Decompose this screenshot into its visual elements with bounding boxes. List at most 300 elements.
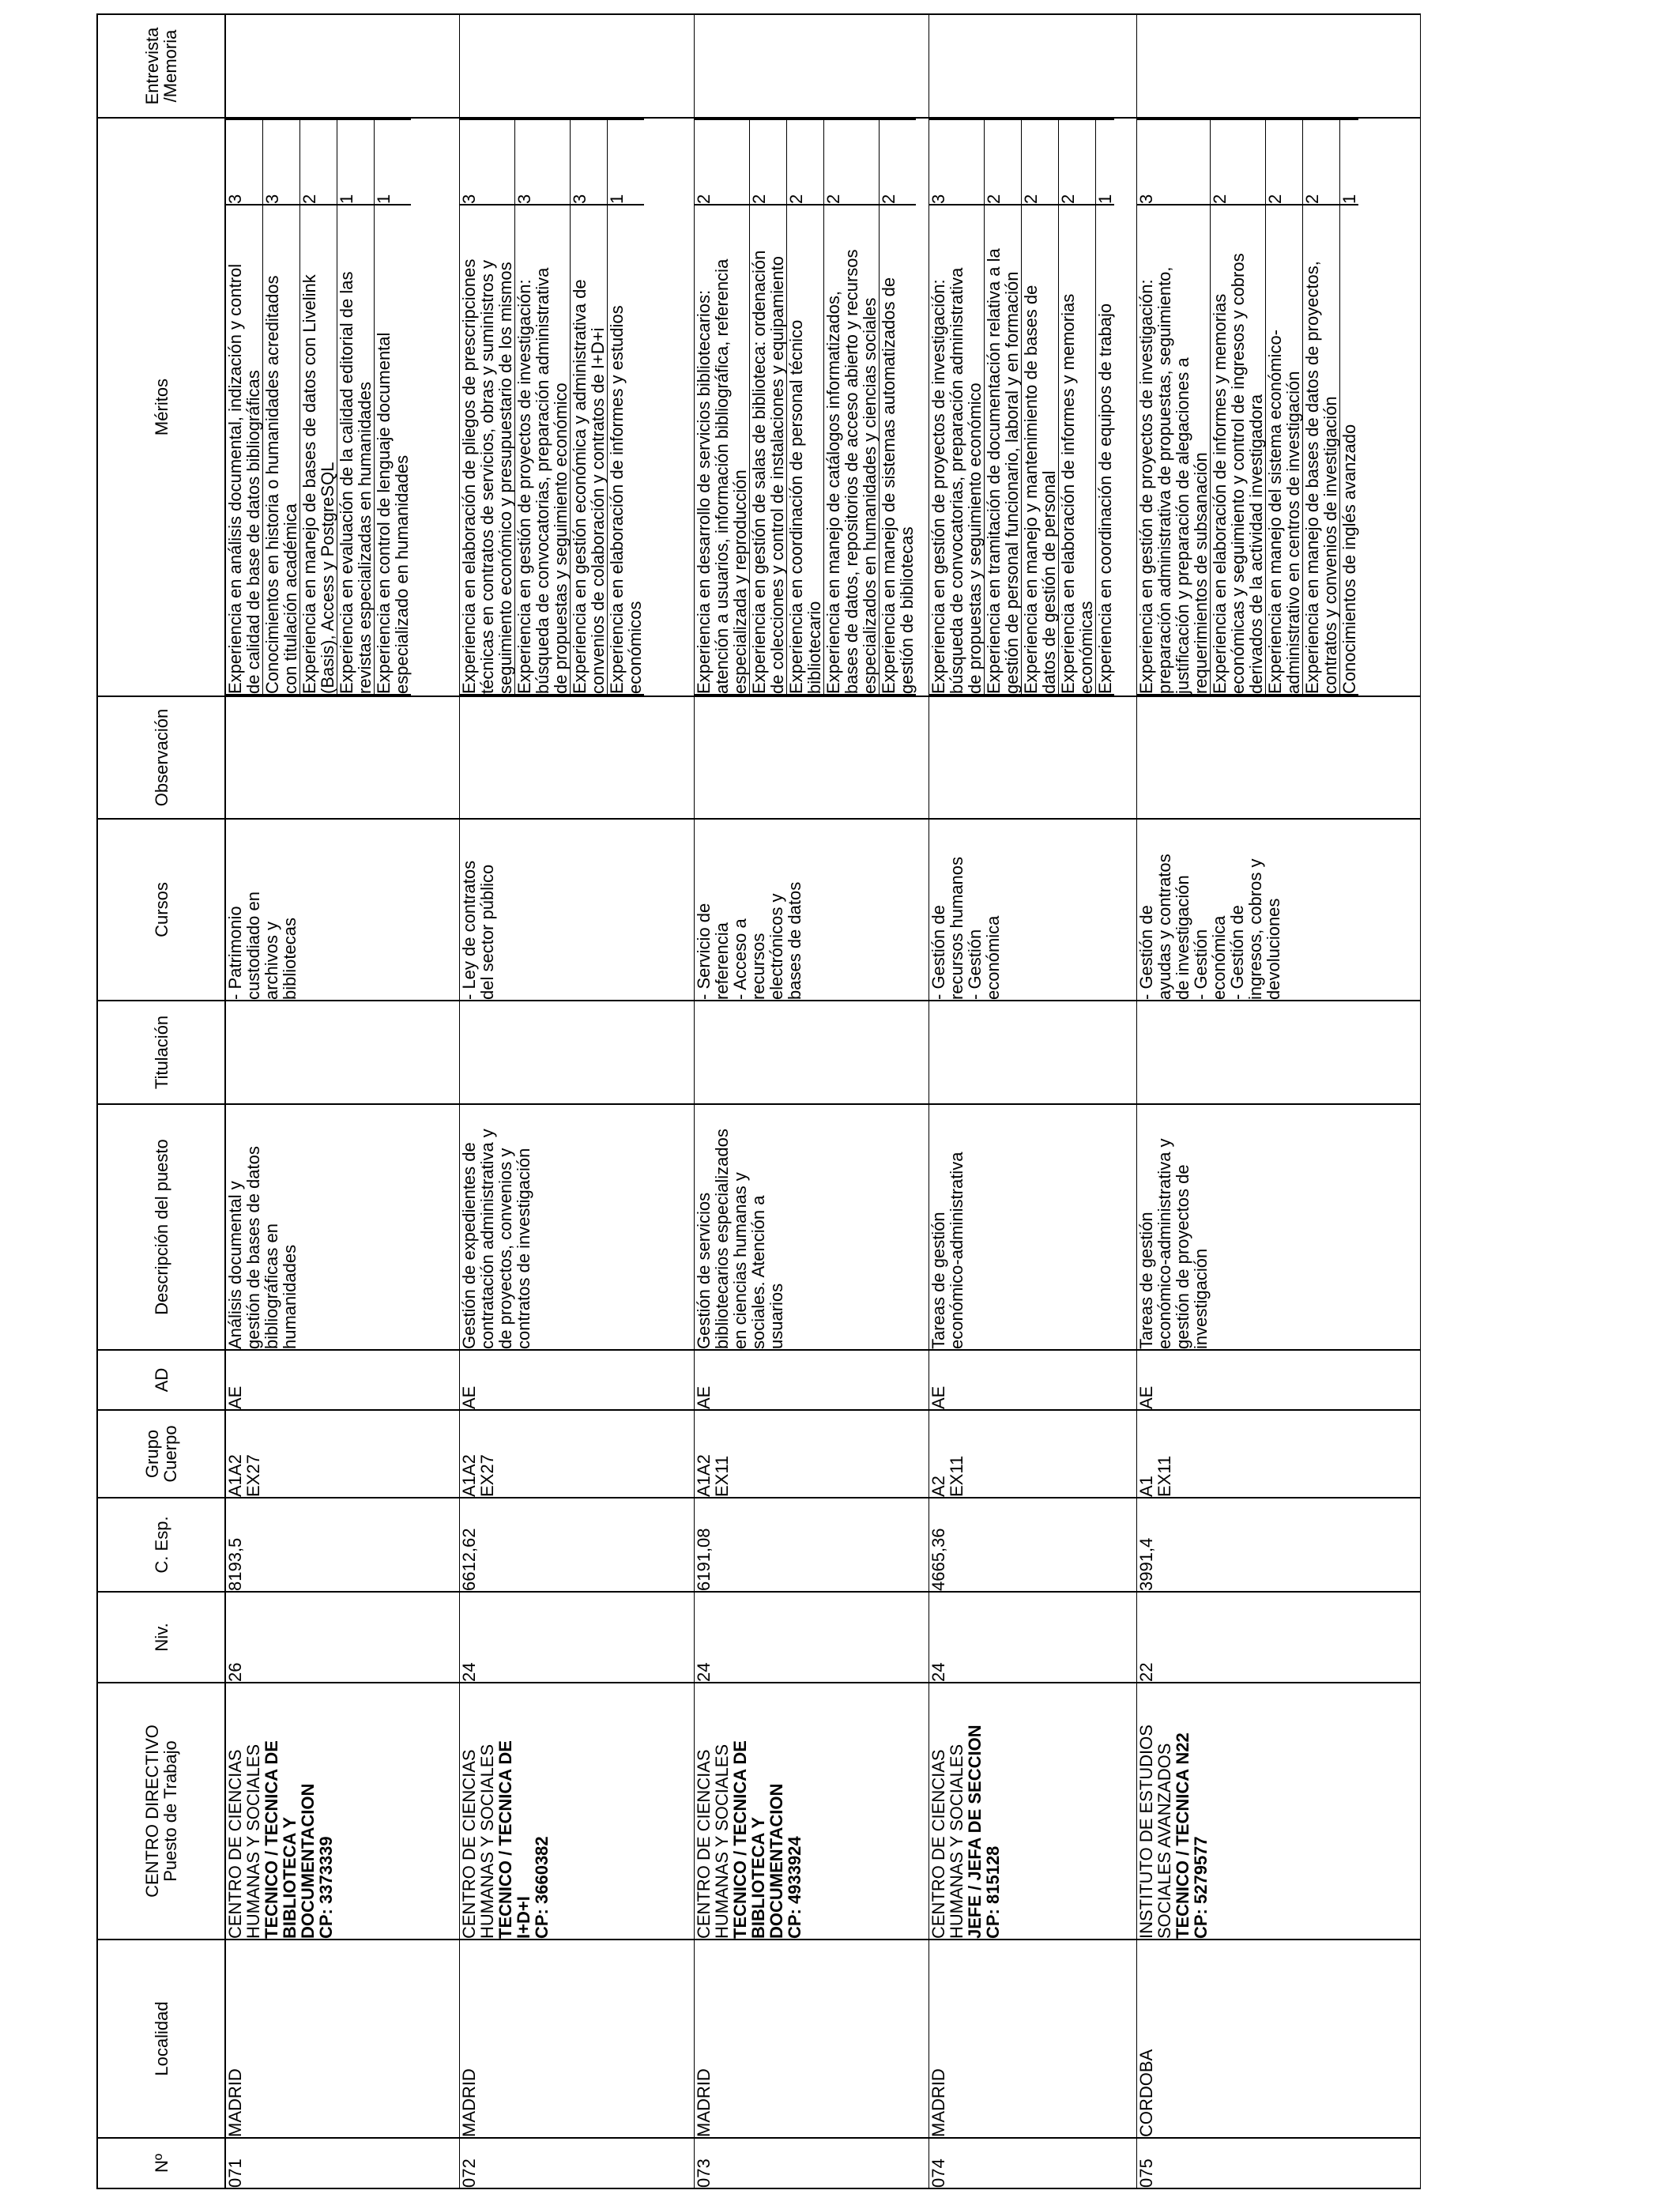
cell-niv (694, 1592, 929, 1683)
merito-text (514, 205, 570, 695)
cell-titulacion (1136, 1001, 1420, 1104)
puesto-line: TECNICO / TECNICA DE (729, 1740, 750, 1939)
merito-line: requerimientos de subsanación (1190, 452, 1211, 694)
cell-niv (1136, 1592, 1420, 1683)
header-meritos: Méritos (97, 118, 225, 696)
cell-cursos (694, 819, 929, 1001)
cell-n (1136, 2138, 1420, 2188)
merito-text (1058, 205, 1095, 695)
merito-line: (Basis), Access y PostgreSQL (318, 462, 337, 694)
header-centro: CENTRO DIRECTIVO (142, 1725, 162, 1898)
table-row (694, 14, 929, 2188)
cell-ad (225, 1350, 459, 1410)
header-entrevista: Entrevista (142, 27, 162, 105)
merito-text (226, 205, 263, 695)
descripcion-line: económico-administrativa y (1154, 1138, 1174, 1349)
cell-descripcion (225, 1104, 459, 1350)
localidad-text: CORDOBA (1136, 2049, 1156, 2137)
cell-titulacion (225, 1001, 459, 1104)
row-number: 075 (1136, 2158, 1156, 2188)
merito-points: 2 (879, 119, 916, 205)
cell-cesp (1136, 1498, 1420, 1592)
merito-line: Experiencia en elaboración de informes y estudios (606, 305, 627, 694)
merito-points: 2 (300, 119, 337, 205)
merito-line: especializada y reproducción (729, 469, 750, 694)
merito-line: contratos y convenios de investigación (1320, 396, 1340, 694)
merito-points: 1 (375, 119, 412, 205)
merito-item (749, 119, 786, 695)
cesp-text: 8193,5 (225, 1537, 245, 1591)
merito-line: Experiencia en manejo y mantenimiento de bases de (1020, 285, 1041, 694)
cell-n (929, 2138, 1136, 2188)
cursos-line: recursos humanos (946, 857, 966, 1000)
descripcion-line: gestión de bases de datos (243, 1146, 263, 1349)
descripcion-line: humanidades (280, 1244, 299, 1349)
cell-cesp (459, 1498, 694, 1592)
merito-line: Experiencia en gestión de proyectos de investigación: (514, 279, 534, 694)
puesto-line: BIBLIOTECA Y (748, 1816, 768, 1939)
merito-text (695, 205, 750, 695)
merito-item (514, 119, 570, 695)
header-puesto: Puesto de Trabajo (160, 1740, 180, 1882)
cesp-text: 3991,4 (1136, 1537, 1156, 1591)
merito-line: datos de gestión de personal (1038, 470, 1059, 694)
cursos-line: económica (1208, 915, 1229, 1000)
merito-line: atención a usuarios, información bibliográfica, referencia (711, 258, 732, 694)
merito-item (1339, 119, 1358, 695)
localidad-text: MADRID (225, 2068, 245, 2137)
merito-line: búsqueda de convocatorias, preparación administrativa (946, 267, 966, 694)
cell-localidad (1136, 1940, 1420, 2138)
header-cesp: C. Esp. (97, 1498, 225, 1592)
cell-ad (459, 1350, 694, 1410)
descripcion-line: gestión de proyectos de (1172, 1164, 1192, 1349)
merito-text (1339, 205, 1358, 695)
merito-line: Experiencia en tramitación de documentación relativa a la (983, 248, 1004, 694)
cesp-text: 6612,62 (458, 1528, 479, 1591)
merito-line: Experiencia en gestión de proyectos de investigación: (928, 279, 948, 694)
merito-line: Experiencia en manejo de bases de datos de proyectos, (1301, 261, 1322, 694)
merito-text (607, 205, 644, 695)
cell-localidad (459, 1940, 694, 2138)
merito-text (375, 205, 412, 695)
meritos-list (695, 119, 916, 696)
merito-points: 2 (695, 119, 750, 205)
cell-titulacion (694, 1001, 929, 1104)
descripcion-line: Tareas de gestión (1136, 1212, 1156, 1349)
cell-observacion (694, 696, 929, 819)
cell-cesp (929, 1498, 1136, 1592)
merito-text (337, 205, 375, 695)
merito-item (823, 119, 879, 695)
merito-points: 3 (929, 119, 985, 205)
cuerpo-text: EX11 (946, 1455, 966, 1497)
cell-centro-puesto (929, 1683, 1136, 1940)
puesto-line: TECNICO / TECNICA DE (495, 1740, 515, 1939)
cursos-line: archivos y (262, 921, 281, 1000)
cell-localidad (929, 1940, 1136, 2138)
merito-points: 2 (749, 119, 786, 205)
merito-item (929, 119, 985, 695)
merito-points: 2 (823, 119, 879, 205)
cell-entrevista (929, 14, 1136, 118)
cp-code: CP: 5279577 (1190, 1836, 1211, 1939)
row-number: 073 (693, 2158, 714, 2188)
centro-line: INSTITUTO DE ESTUDIOS (1136, 1725, 1156, 1939)
cell-titulacion (459, 1001, 694, 1104)
cell-meritos (225, 118, 459, 696)
merito-item (226, 119, 263, 695)
descripcion-line: contratos de investigación (513, 1148, 533, 1349)
row-number: 072 (458, 2158, 479, 2188)
merito-text (786, 205, 823, 695)
cursos-line: ayudas y contratos (1154, 854, 1174, 1000)
cell-niv (459, 1592, 694, 1683)
merito-text (879, 205, 916, 695)
merito-item (263, 119, 300, 695)
descripcion-line: económico-administrativa (946, 1152, 966, 1349)
cursos-line: del sector público (477, 864, 497, 1000)
header-row (97, 14, 225, 2188)
cell-centro-puesto (459, 1683, 694, 1940)
cursos-line: bibliotecas (280, 918, 299, 1000)
merito-item (879, 119, 916, 695)
localidad-text: MADRID (458, 2068, 479, 2137)
merito-line: Experiencia en elaboración de informes y memorias (1057, 293, 1078, 694)
cell-observacion (929, 696, 1136, 819)
cell-meritos (459, 118, 694, 696)
centro-line: CENTRO DE CIENCIAS (458, 1749, 479, 1939)
merito-text (1137, 205, 1211, 695)
puesto-line: TECNICO / TECNICA DE (262, 1740, 281, 1939)
cursos-line: electrónicos y (766, 893, 786, 1000)
merito-text (263, 205, 300, 695)
centro-line: HUMANAS Y SOCIALES (477, 1744, 497, 1939)
niv-text: 26 (225, 1662, 245, 1682)
cell-meritos (1136, 118, 1420, 696)
merito-item (607, 119, 644, 695)
header-centro-puesto (97, 1683, 225, 1940)
merito-text (929, 205, 985, 695)
cursos-line: - Gestión de (1136, 905, 1156, 1000)
cursos-line: - Gestión de (928, 905, 948, 1000)
cursos-line: - Gestión de (1226, 905, 1247, 1000)
merito-line: de calidad de base de datos bibliográficas (243, 370, 263, 694)
merito-line: seguimiento económico y presupuestario de los mismos (495, 262, 515, 694)
table-row (225, 14, 459, 2188)
cell-cursos (1136, 819, 1420, 1001)
meritos-list (460, 119, 644, 696)
merito-points: 2 (984, 119, 1021, 205)
table-row (1136, 14, 1420, 2188)
header-n: Nº (97, 2138, 225, 2188)
meritos-list (1137, 119, 1358, 696)
merito-text (1210, 205, 1265, 695)
centro-line: CENTRO DE CIENCIAS (693, 1749, 714, 1939)
cell-localidad (225, 1940, 459, 2138)
merito-item (1302, 119, 1339, 695)
puesto-line: TECNICO / TECNICA N22 (1172, 1732, 1192, 1939)
cp-code: CP: 3373339 (316, 1836, 336, 1939)
cuerpo-text: EX11 (711, 1455, 732, 1497)
puesto-line: I+D+I (513, 1896, 533, 1939)
cell-centro-puesto (694, 1683, 929, 1940)
merito-line: bases de datos, repositorios de acceso abierto y recursos (841, 249, 861, 694)
merito-points: 3 (570, 119, 607, 205)
cursos-line: referencia (711, 922, 732, 1000)
merito-line: económicos (624, 601, 645, 694)
cell-descripcion (694, 1104, 929, 1350)
cuerpo-text: EX27 (243, 1454, 263, 1497)
cell-grupo-cuerpo (459, 1410, 694, 1498)
ad-text: AE (458, 1385, 479, 1409)
localidad-text: MADRID (928, 2068, 948, 2137)
cuerpo-text: EX27 (477, 1454, 497, 1497)
descripcion-line: usuarios (766, 1283, 786, 1349)
merito-item (1137, 119, 1211, 695)
cursos-line: de investigación (1172, 875, 1192, 1000)
localidad-text: MADRID (693, 2068, 714, 2137)
descripcion-line: Tareas de gestión (928, 1212, 948, 1349)
descripcion-line: Gestión de servicios (693, 1192, 714, 1349)
descripcion-line: en ciencias humanas y (729, 1172, 750, 1349)
cell-n (459, 2138, 694, 2188)
cell-descripcion (459, 1104, 694, 1350)
cell-descripcion (1136, 1104, 1420, 1350)
merito-text (823, 205, 879, 695)
cell-grupo-cuerpo (929, 1410, 1136, 1498)
header-titulacion: Titulación (97, 1001, 225, 1104)
cell-ad (1136, 1350, 1420, 1410)
header-cuerpo: Cuerpo (160, 1425, 180, 1483)
descripcion-line: bibliotecarios especializados (711, 1129, 732, 1349)
grupo-text: A2 (928, 1476, 948, 1497)
merito-text (984, 205, 1021, 695)
cesp-text: 4665,36 (928, 1528, 948, 1591)
cuerpo-text: EX11 (1154, 1455, 1174, 1497)
merito-line: Experiencia en manejo de bases de datos con Livelink (299, 274, 319, 694)
descripcion-line: contratación administrativa y (477, 1129, 497, 1349)
merito-line: de propuestas y seguimiento económico (550, 383, 571, 694)
cell-meritos (929, 118, 1136, 696)
header-localidad: Localidad (97, 1940, 225, 2138)
grupo-text: A1A2 (693, 1454, 714, 1497)
cursos-line: económica (982, 915, 1003, 1000)
cursos-line: devoluciones (1263, 898, 1283, 1000)
header-ad: AD (97, 1350, 225, 1410)
merito-line: Experiencia en análisis documental, indización y control (225, 263, 245, 694)
merito-item (300, 119, 337, 695)
merito-line: Experiencia en manejo de catálogos informatizados, (823, 291, 843, 694)
merito-line: Experiencia en coordinación de equipos de trabajo (1094, 303, 1115, 694)
table-row (929, 14, 1136, 2188)
header-grupo: Grupo (142, 1429, 162, 1479)
cell-grupo-cuerpo (1136, 1410, 1420, 1498)
merito-line: técnicas en contratos de servicios, obras y suministros y (477, 259, 497, 694)
puesto-line: DOCUMENTACION (298, 1783, 318, 1939)
merito-text (460, 205, 515, 695)
merito-text (570, 205, 607, 695)
merito-text (1021, 205, 1058, 695)
cursos-line: - Servicio de (693, 903, 714, 1000)
merito-line: Experiencia en gestión económica y administrativa de (569, 279, 590, 694)
merito-points: 2 (1210, 119, 1265, 205)
merito-line: derivados de la actividad investigadora (1245, 394, 1266, 694)
descripcion-line: de proyectos, convenios y (495, 1148, 515, 1349)
merito-line: especializado en humanidades (392, 454, 412, 694)
grupo-text: A1 (1136, 1476, 1156, 1497)
grupo-text: A1A2 (458, 1454, 479, 1497)
cesp-text: 6191,08 (693, 1528, 714, 1591)
merito-text (1265, 205, 1302, 695)
descripcion-line: sociales. Atención a (748, 1195, 768, 1349)
merito-line: administrativo en centros de investigación (1283, 371, 1303, 694)
merito-points: 2 (1021, 119, 1058, 205)
merito-item (1210, 119, 1265, 695)
header-cursos: Cursos (97, 819, 225, 1001)
merito-points: 3 (226, 119, 263, 205)
merito-item (375, 119, 412, 695)
niv-text: 24 (928, 1662, 948, 1682)
merito-line: de colecciones y control de instalaciones y equipamiento (767, 256, 787, 694)
merito-points: 1 (607, 119, 644, 205)
merito-points: 3 (514, 119, 570, 205)
merito-points: 1 (1095, 119, 1114, 205)
merito-points: 2 (1302, 119, 1339, 205)
header-grupo-cuerpo (97, 1410, 225, 1498)
ad-text: AE (1136, 1385, 1156, 1409)
cell-cesp (225, 1498, 459, 1592)
merito-points: 2 (1058, 119, 1095, 205)
cell-n (225, 2138, 459, 2188)
niv-text: 22 (1136, 1662, 1156, 1682)
ad-text: AE (225, 1385, 245, 1409)
merito-item (1095, 119, 1114, 695)
cursos-line: - Acceso a (729, 918, 750, 1000)
cursos-line: recursos (748, 933, 768, 1000)
cursos-line: - Gestión (964, 929, 985, 1000)
cell-grupo-cuerpo (694, 1410, 929, 1498)
cursos-line: - Patrimonio (225, 906, 245, 1000)
merito-text (1302, 205, 1339, 695)
descripcion-line: investigación (1190, 1248, 1211, 1349)
cell-descripcion (929, 1104, 1136, 1350)
row-number: 074 (928, 2158, 948, 2188)
puesto-line: DOCUMENTACION (766, 1783, 786, 1939)
merito-line: preparación administrativa de propuestas, seguimiento, (1154, 266, 1174, 694)
ad-text: AE (928, 1385, 948, 1409)
cell-entrevista (694, 14, 929, 118)
merito-line: Experiencia en gestión de proyectos de investigación: (1136, 279, 1156, 694)
merito-line: Experiencia en elaboración de pliegos de prescripciones (458, 258, 479, 694)
cursos-line: custodiado en (243, 892, 263, 1000)
niv-text: 24 (693, 1662, 714, 1682)
centro-line: SOCIALES AVANZADOS (1154, 1743, 1174, 1939)
merito-item (337, 119, 375, 695)
cell-centro-puesto (1136, 1683, 1420, 1940)
ad-text: AE (693, 1385, 714, 1409)
cell-n (694, 2138, 929, 2188)
merito-points: 1 (1339, 119, 1358, 205)
merito-line: revistas especializadas en humanidades (355, 381, 375, 694)
puesto-line: BIBLIOTECA Y (280, 1816, 299, 1939)
job-listings-table (96, 13, 1421, 2189)
cursos-line: ingresos, cobros y (1245, 858, 1265, 1000)
cursos-line: - Gestión (1190, 929, 1211, 1000)
cp-code: CP: 3660382 (531, 1836, 552, 1939)
centro-line: HUMANAS Y SOCIALES (243, 1744, 263, 1939)
merito-item (695, 119, 750, 695)
centro-line: CENTRO DE CIENCIAS (928, 1749, 948, 1939)
descripcion-line: Gestión de expedientes de (458, 1142, 479, 1349)
cell-ad (929, 1350, 1136, 1410)
cell-cursos (929, 819, 1136, 1001)
cell-entrevista (459, 14, 694, 118)
merito-line: Experiencia en manejo de sistemas automatizados de (878, 277, 898, 694)
merito-line: bibliotecario (804, 601, 824, 694)
cell-entrevista (225, 14, 459, 118)
cell-ad (694, 1350, 929, 1410)
merito-line: Experiencia en elaboración de informes y memorias (1209, 293, 1230, 694)
merito-line: Experiencia en evaluación de la calidad editorial de las (337, 271, 356, 694)
merito-line: Experiencia en manejo del sistema económico- (1264, 329, 1285, 694)
cell-niv (929, 1592, 1136, 1683)
cell-centro-puesto (225, 1683, 459, 1940)
cp-code: CP: 4933924 (784, 1836, 804, 1939)
merito-line: con titulación académica (281, 503, 300, 694)
meritos-list (226, 119, 411, 696)
merito-item (984, 119, 1021, 695)
cell-cursos (225, 819, 459, 1001)
cursos-line: bases de datos (784, 881, 804, 1000)
merito-line: Experiencia en control de lenguaje documental (374, 332, 394, 694)
merito-line: Conocimientos en historia o humanidades acreditados (262, 275, 282, 694)
merito-line: Experiencia en gestión de salas de biblioteca: ordenación (748, 250, 769, 694)
merito-line: búsqueda de convocatorias, preparación administrativa (532, 267, 552, 694)
merito-line: convenios de colaboración y contratos de I+D+i (587, 327, 608, 694)
cell-observacion (225, 696, 459, 819)
merito-line: de propuestas y seguimiento económico (964, 383, 985, 694)
grupo-text: A1A2 (225, 1454, 245, 1497)
merito-text (749, 205, 786, 695)
merito-points: 3 (460, 119, 515, 205)
cell-entrevista (1136, 14, 1420, 118)
descripcion-line: bibliográficas en (262, 1223, 281, 1349)
merito-line: gestión de bibliotecas (896, 526, 917, 694)
merito-item (1058, 119, 1095, 695)
merito-line: gestión de personal funcionario, laboral y en formación (1001, 271, 1022, 694)
header-entrevista-memoria (97, 14, 225, 118)
centro-line: HUMANAS Y SOCIALES (711, 1744, 732, 1939)
cell-cesp (694, 1498, 929, 1592)
merito-line: económicas (1075, 601, 1096, 694)
meritos-list (929, 119, 1114, 696)
header-niv: Niv. (97, 1592, 225, 1683)
header-descripcion: Descripción del puesto (97, 1104, 225, 1350)
puesto-line: JEFE / JEFA DE SECCION (964, 1725, 985, 1939)
merito-item (460, 119, 515, 695)
merito-text (1095, 205, 1114, 695)
merito-item (1021, 119, 1058, 695)
table-row (459, 14, 694, 2188)
merito-points: 3 (1137, 119, 1211, 205)
merito-line: Experiencia en coordinación de personal técnico (785, 319, 806, 694)
cell-grupo-cuerpo (225, 1410, 459, 1498)
centro-line: HUMANAS Y SOCIALES (946, 1744, 966, 1939)
merito-line: Experiencia en desarrollo de servicios bibliotecarios: (693, 289, 714, 694)
cell-cursos (459, 819, 694, 1001)
merito-item (786, 119, 823, 695)
